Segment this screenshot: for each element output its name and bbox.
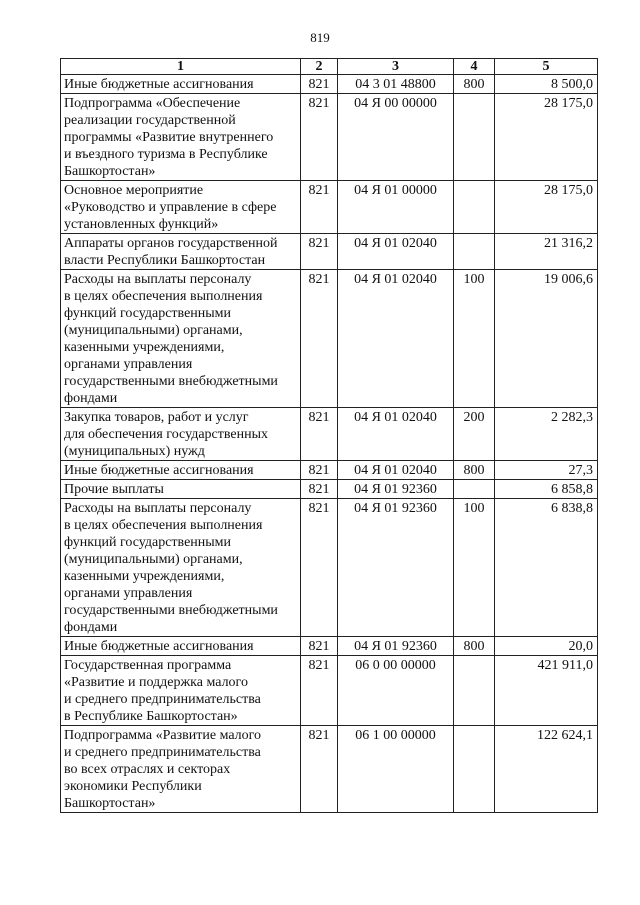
table-row	[61, 181, 598, 234]
admin-code-cell	[301, 637, 338, 656]
admin-code-cell	[301, 94, 338, 181]
target-code-cell-text: 04 Я 01 02040	[354, 463, 437, 478]
header-col-3: 3	[338, 59, 454, 75]
header-col-2: 2	[301, 59, 338, 75]
name-cell	[61, 726, 301, 813]
target-code-cell	[338, 270, 454, 408]
expense-type-cell	[454, 234, 495, 270]
name-cell	[61, 75, 301, 94]
target-code-cell-text: 04 Я 01 92360	[354, 501, 437, 516]
target-code-cell	[338, 726, 454, 813]
amount-cell-text: 21 316,2	[544, 236, 593, 251]
name-cell-text: Иные бюджетные ассигнования	[64, 463, 254, 478]
admin-code-cell-text: 821	[308, 501, 330, 516]
name-cell-text: Иные бюджетные ассигнования	[64, 639, 254, 654]
amount-cell-text: 421 911,0	[537, 658, 593, 673]
expense-type-cell	[454, 270, 495, 408]
name-cell-text: Расходы на выплаты персоналу в целях обеспечения выполнения функций государственными (муниципальными) органами, казенными учреждениями, органами управления государственными внебюджетными фондами	[64, 272, 278, 406]
name-cell-text: Основное мероприятие «Руководство и управление в сфере установленных функций»	[64, 183, 277, 232]
amount-cell	[495, 461, 598, 480]
amount-cell	[495, 408, 598, 461]
target-code-cell-text: 06 0 00 00000	[355, 658, 436, 673]
expense-type-cell-text: 100	[463, 272, 485, 287]
admin-code-cell-text: 821	[308, 96, 330, 111]
name-cell	[61, 656, 301, 726]
amount-cell	[495, 499, 598, 637]
table-row	[61, 637, 598, 656]
amount-cell	[495, 234, 598, 270]
expense-type-cell	[454, 480, 495, 499]
name-cell-text: Аппараты органов государственной власти Республики Башкортостан	[64, 236, 278, 268]
expense-type-cell	[454, 637, 495, 656]
name-cell	[61, 270, 301, 408]
target-code-cell	[338, 181, 454, 234]
table-row	[61, 75, 598, 94]
admin-code-cell-text: 821	[308, 639, 330, 654]
table-row	[61, 726, 598, 813]
admin-code-cell-text: 821	[308, 77, 330, 92]
name-cell	[61, 94, 301, 181]
name-cell	[61, 480, 301, 499]
table-row	[61, 461, 598, 480]
amount-cell-text: 28 175,0	[544, 96, 593, 111]
admin-code-cell	[301, 270, 338, 408]
name-cell	[61, 234, 301, 270]
expense-type-cell-text: 800	[463, 639, 485, 654]
table-body	[61, 75, 598, 813]
admin-code-cell	[301, 656, 338, 726]
amount-cell-text: 2 282,3	[551, 410, 593, 425]
admin-code-cell-text: 821	[308, 410, 330, 425]
amount-cell-text: 6 858,8	[551, 482, 593, 497]
budget-table	[60, 58, 598, 813]
admin-code-cell	[301, 234, 338, 270]
amount-cell	[495, 94, 598, 181]
table-row	[61, 270, 598, 408]
target-code-cell	[338, 234, 454, 270]
expense-type-cell-text: 200	[463, 410, 485, 425]
amount-cell-text: 20,0	[568, 639, 593, 654]
amount-cell	[495, 726, 598, 813]
amount-cell-text: 19 006,6	[544, 272, 593, 287]
table-row	[61, 94, 598, 181]
target-code-cell-text: 04 Я 01 92360	[354, 639, 437, 654]
target-code-cell	[338, 75, 454, 94]
admin-code-cell	[301, 408, 338, 461]
target-code-cell	[338, 656, 454, 726]
name-cell	[61, 637, 301, 656]
header-col-4: 4	[454, 59, 495, 75]
target-code-cell	[338, 480, 454, 499]
table-row	[61, 499, 598, 637]
target-code-cell-text: 04 Я 01 92360	[354, 482, 437, 497]
admin-code-cell-text: 821	[308, 272, 330, 287]
target-code-cell	[338, 94, 454, 181]
amount-cell	[495, 656, 598, 726]
expense-type-cell	[454, 499, 495, 637]
admin-code-cell	[301, 480, 338, 499]
target-code-cell	[338, 499, 454, 637]
target-code-cell	[338, 637, 454, 656]
expense-type-cell	[454, 408, 495, 461]
target-code-cell-text: 04 Я 01 00000	[354, 183, 437, 198]
target-code-cell-text: 04 Я 01 02040	[354, 236, 437, 251]
name-cell	[61, 408, 301, 461]
amount-cell-text: 122 624,1	[537, 728, 593, 743]
admin-code-cell-text: 821	[308, 658, 330, 673]
amount-cell	[495, 181, 598, 234]
name-cell	[61, 181, 301, 234]
amount-cell-text: 8 500,0	[551, 77, 593, 92]
name-cell-text: Подпрограмма «Обеспечение реализации государственной программы «Развитие внутреннего и въездного туризма в Республике Башкортостан»	[64, 96, 274, 179]
admin-code-cell	[301, 181, 338, 234]
amount-cell	[495, 270, 598, 408]
admin-code-cell-text: 821	[308, 183, 330, 198]
name-cell	[61, 499, 301, 637]
name-cell-text: Государственная программа «Развитие и поддержка малого и среднего предпринимательства в Республике Башкортостан»	[64, 658, 261, 724]
target-code-cell-text: 04 3 01 48800	[355, 77, 436, 92]
amount-cell	[495, 480, 598, 499]
admin-code-cell-text: 821	[308, 728, 330, 743]
target-code-cell-text: 04 Я 01 02040	[354, 410, 437, 425]
expense-type-cell	[454, 726, 495, 813]
header-row	[61, 59, 598, 75]
expense-type-cell	[454, 181, 495, 234]
admin-code-cell	[301, 461, 338, 480]
name-cell-text: Иные бюджетные ассигнования	[64, 77, 254, 92]
expense-type-cell-text: 800	[463, 463, 485, 478]
expense-type-cell	[454, 94, 495, 181]
header-col-5: 5	[495, 59, 598, 75]
table-row	[61, 234, 598, 270]
amount-cell	[495, 75, 598, 94]
page-number: 819	[310, 30, 330, 45]
target-code-cell-text: 04 Я 01 02040	[354, 272, 437, 287]
name-cell	[61, 461, 301, 480]
admin-code-cell-text: 821	[308, 236, 330, 251]
amount-cell-text: 6 838,8	[551, 501, 593, 516]
target-code-cell	[338, 408, 454, 461]
table-row	[61, 408, 598, 461]
target-code-cell	[338, 461, 454, 480]
amount-cell	[495, 637, 598, 656]
expense-type-cell	[454, 461, 495, 480]
admin-code-cell-text: 821	[308, 482, 330, 497]
expense-type-cell	[454, 75, 495, 94]
amount-cell-text: 27,3	[568, 463, 593, 478]
admin-code-cell-text: 821	[308, 463, 330, 478]
expense-type-cell	[454, 656, 495, 726]
header-col-1: 1	[61, 59, 301, 75]
amount-cell-text: 28 175,0	[544, 183, 593, 198]
table-row	[61, 656, 598, 726]
name-cell-text: Расходы на выплаты персоналу в целях обеспечения выполнения функций государственными (муниципальными) органами, казенными учреждениями, органами управления государственными внебюджетными фондами	[64, 501, 278, 635]
target-code-cell-text: 06 1 00 00000	[355, 728, 436, 743]
admin-code-cell	[301, 726, 338, 813]
expense-type-cell-text: 800	[463, 77, 485, 92]
admin-code-cell	[301, 75, 338, 94]
target-code-cell-text: 04 Я 00 00000	[354, 96, 437, 111]
name-cell-text: Закупка товаров, работ и услуг для обеспечения государственных (муниципальных) нужд	[64, 410, 268, 459]
name-cell-text: Подпрограмма «Развитие малого и среднего предпринимательства во всех отраслях и секторах экономики Республики Башкортостан»	[64, 728, 262, 811]
table-row	[61, 480, 598, 499]
admin-code-cell	[301, 499, 338, 637]
name-cell-text: Прочие выплаты	[64, 482, 164, 497]
expense-type-cell-text: 100	[463, 501, 485, 516]
